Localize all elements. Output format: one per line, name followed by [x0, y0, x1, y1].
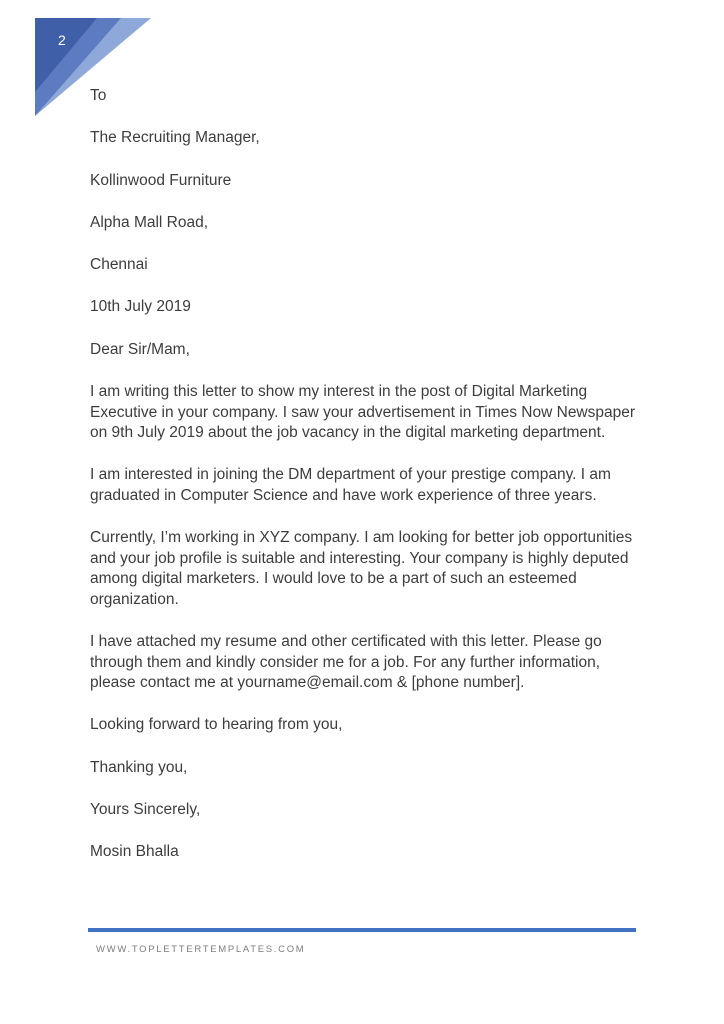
- page-number: 2: [58, 32, 66, 48]
- recipient-city-line: Chennai: [90, 256, 148, 274]
- recipient-title-line: The Recruiting Manager,: [90, 129, 260, 147]
- recipient-address-line: Alpha Mall Road,: [90, 213, 209, 231]
- letter-body: [90, 86, 637, 884]
- closing-thanking-line: Thanking you,: [90, 758, 188, 776]
- body-paragraph-1: I am writing this letter to show my interest in the post of Digital Marketing Executive in your company. I saw your advertisement in Times Now Newspaper on 9th July 2019 about the job vacancy in the digital marketing department.: [90, 383, 636, 442]
- sender-name-line: Mosin Bhalla: [90, 843, 179, 861]
- closing-looking-forward-line: Looking forward to hearing from you,: [90, 716, 343, 734]
- footer-divider-rule: [88, 928, 636, 932]
- salutation-line: Dear Sir/Mam,: [90, 340, 190, 358]
- body-paragraph-3: Currently, I’m working in XYZ company. I am looking for better job opportunities and your job profile is suitable and interesting. Your company is highly deputed among digital marketers. I would love to be a part of such an esteemed organization.: [90, 528, 633, 609]
- body-paragraph-2: I am interested in joining the DM department of your prestige company. I am graduated in Computer Science and have work experience of three years.: [90, 466, 611, 505]
- body-paragraph-4: I have attached my resume and other certificated with this letter. Please go through them and kindly consider me for a job. For any further information, please contact me at yourname@email.com & [phone number].: [90, 632, 602, 692]
- date-line: 10th July 2019: [90, 298, 191, 316]
- closing-signoff-line: Yours Sincerely,: [90, 800, 201, 818]
- footer-website-url: WWW.TOPLETTERTEMPLATES.COM: [96, 944, 306, 955]
- recipient-to-label: To: [90, 87, 107, 104]
- recipient-company-line: Kollinwood Furniture: [90, 171, 232, 189]
